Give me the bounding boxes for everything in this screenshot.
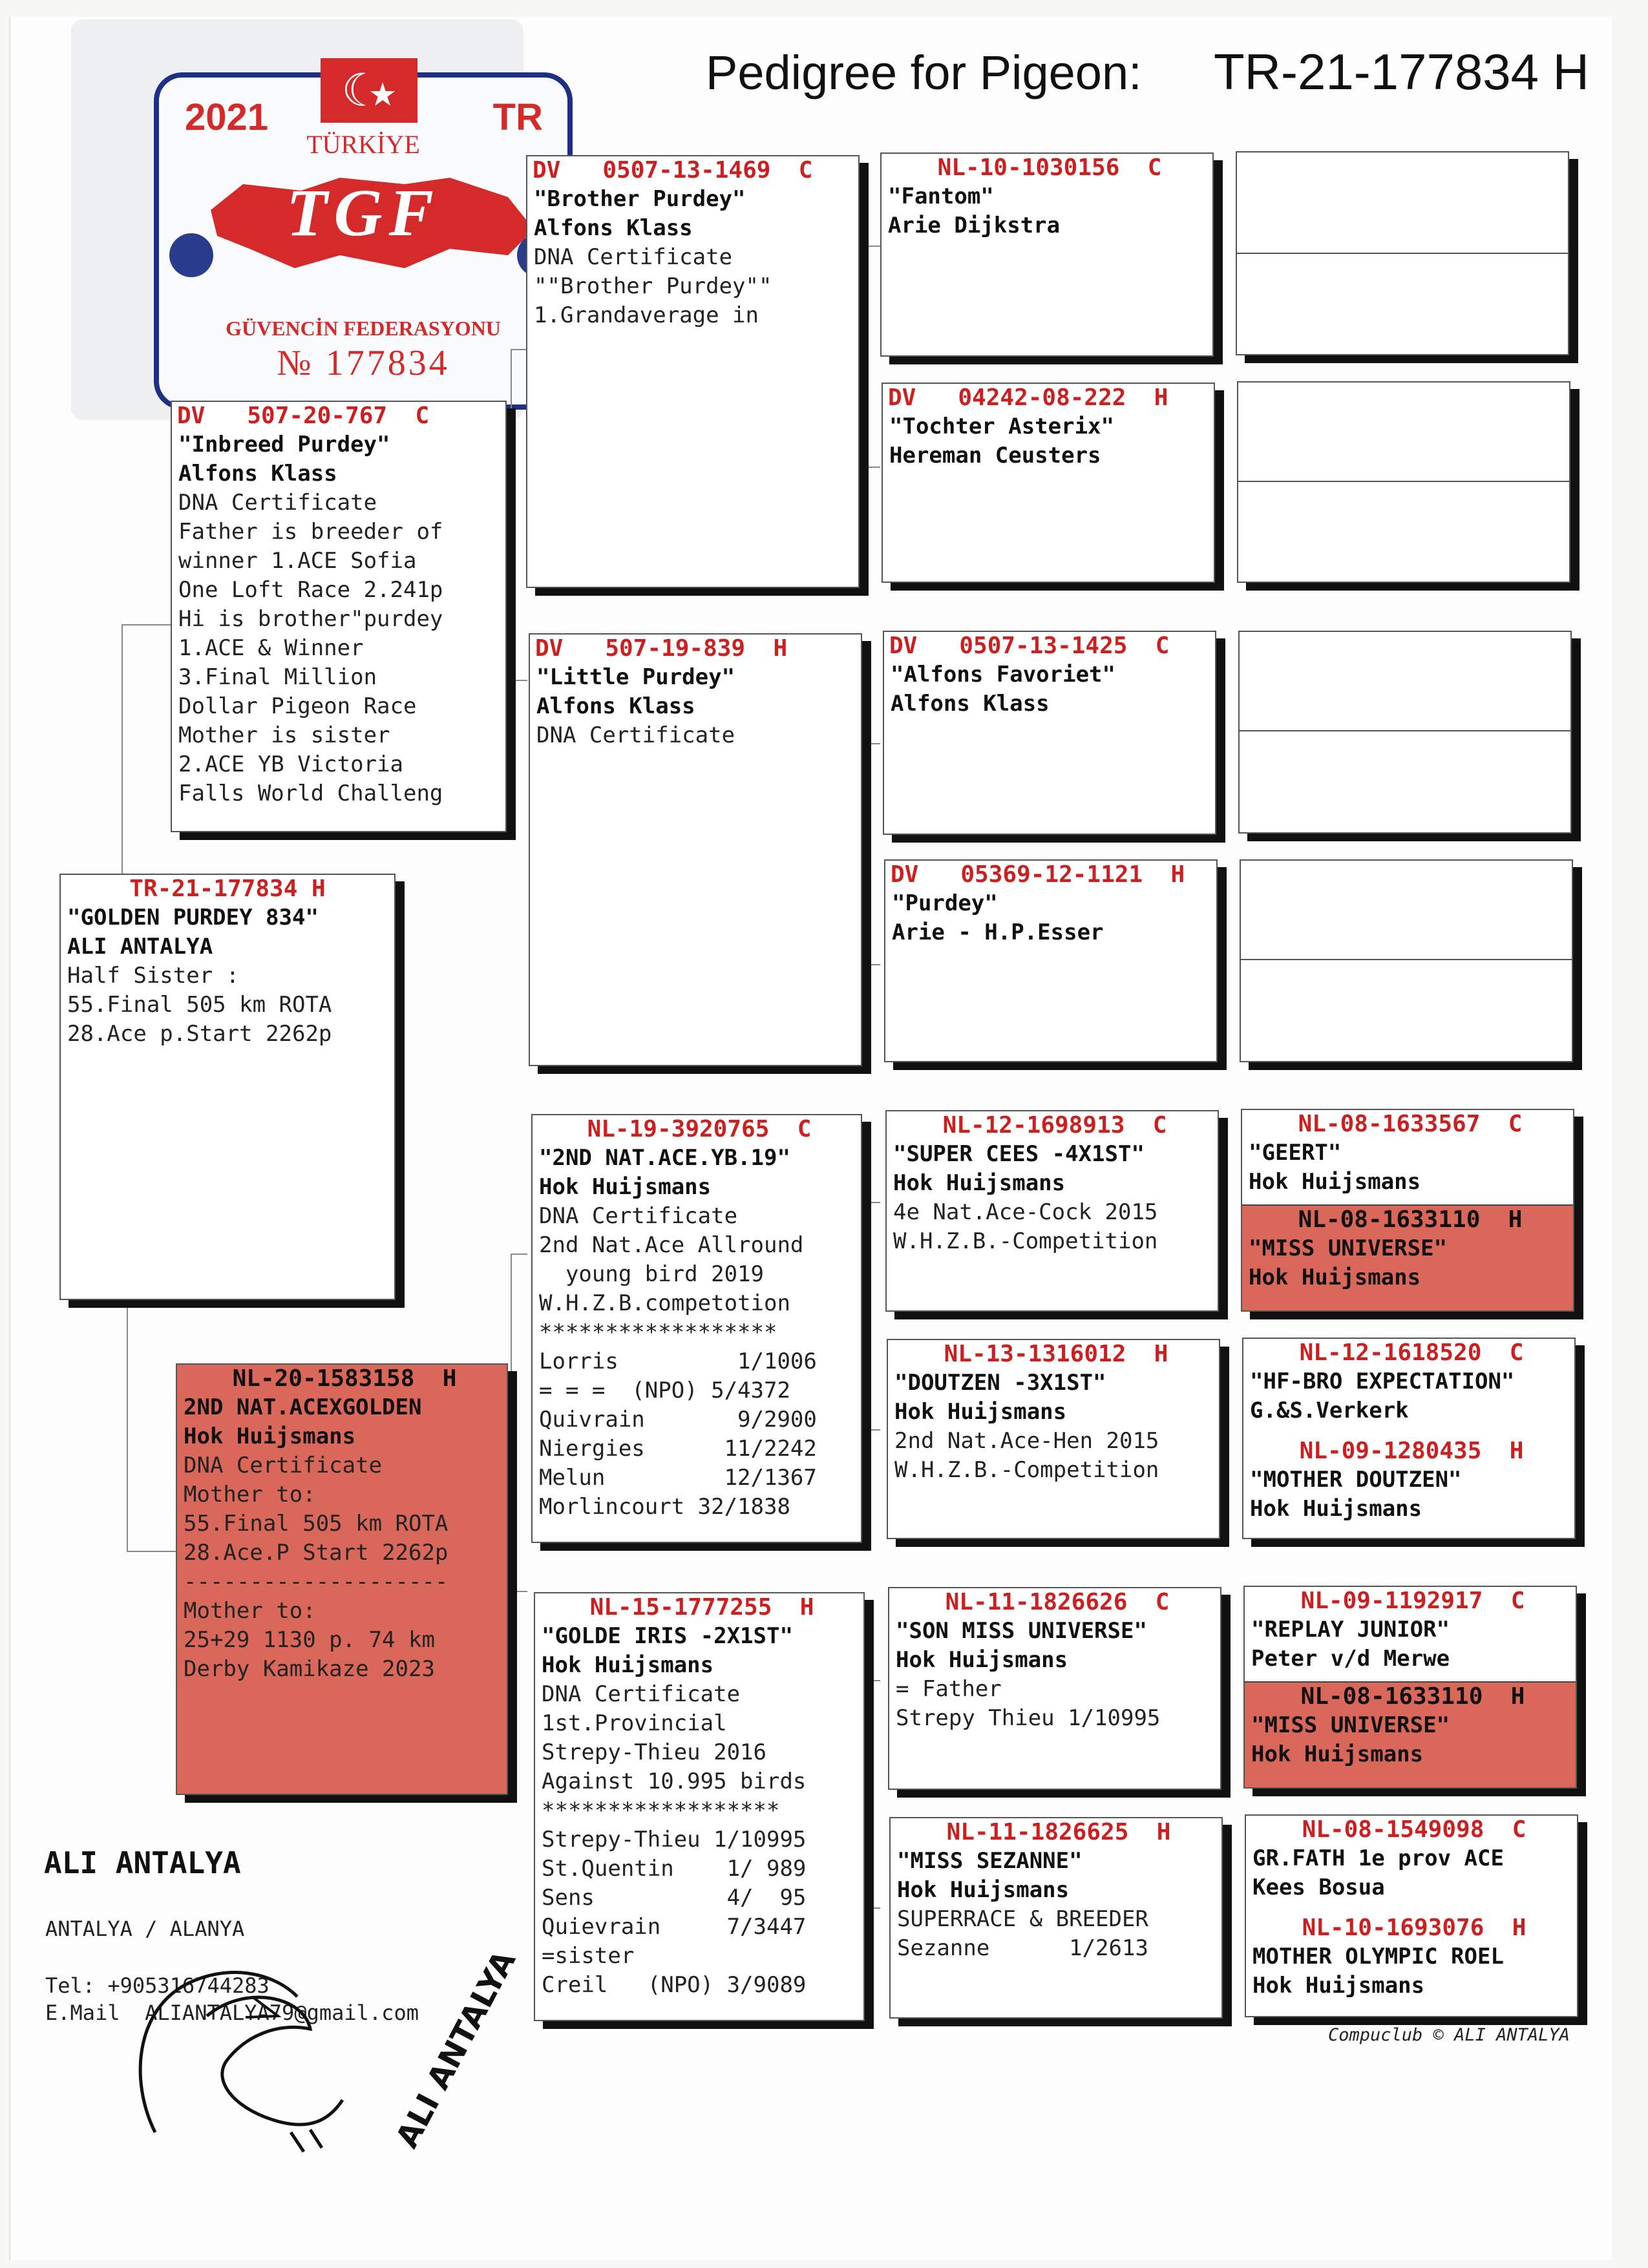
pigeon-breeder: Hok Huijsmans (539, 1174, 712, 1200)
grandparent-card (531, 1114, 862, 1543)
pigeon-id: NL-13-1316012 H (944, 1341, 1168, 1367)
pigeon-id: NL-08-1549098 C (1302, 1816, 1527, 1843)
pigeon-note: Creil (NPO) 3/9089 (542, 1972, 807, 1998)
pigeon-breeder: Hok Huijsmans (894, 1399, 1067, 1425)
great-grandparent-card (889, 1817, 1223, 2019)
pigeon-name: "Brother Purdey" (534, 186, 746, 212)
pigeon-id: DV 04242-08-222 H (888, 384, 1168, 411)
pigeon-name: "HF-BRO EXPECTATION" (1250, 1369, 1515, 1394)
pair-divider (1240, 730, 1570, 731)
dam-card (176, 1363, 508, 1795)
pigeon-name: "Purdey" (892, 890, 998, 916)
pigeon-note: DNA Certificate (542, 1681, 741, 1707)
sire-card (171, 401, 507, 832)
pigeon-name: "MISS UNIVERSE" (1249, 1235, 1448, 1261)
pigeon-id: NL-11-1826626 C (945, 1589, 1170, 1615)
pigeon-breeder: Hok Huijsmans (1252, 1973, 1425, 1999)
pigeon-note: Against 10.995 birds (542, 1769, 807, 1794)
great-grandparent-card (885, 1110, 1219, 1312)
page-title-pigeon-id: TR-21-177834 H (1214, 43, 1589, 100)
pigeon-note: Sezanne 1/2613 (897, 1935, 1148, 1961)
pigeon-note: Strepy Thieu 1/10995 (896, 1705, 1161, 1731)
connector-line (511, 1254, 527, 1592)
pigeon-id: NL-09-1280435 H (1299, 1438, 1524, 1464)
pigeon-name: "GOLDE IRIS -2X1ST" (542, 1623, 793, 1649)
logo-ring-number: № 177834 (277, 343, 450, 383)
pigeon-name: GR.FATH 1e prov ACE (1252, 1845, 1504, 1871)
pigeon-id: NL-19-3920765 C (587, 1116, 812, 1142)
pigeon-note: Mother is sister (178, 722, 390, 748)
connector-line (863, 743, 880, 965)
pigeon-note: 4e Nat.Ace-Cock 2015 (893, 1199, 1158, 1225)
pigeon-id: DV 507-20-767 C (177, 403, 430, 429)
pigeon-id: NL-08-1633110 H (1300, 1683, 1525, 1710)
connector-line (863, 246, 880, 468)
pigeon-name: "MISS SEZANNE" (897, 1848, 1083, 1874)
pair-divider (1241, 959, 1572, 960)
gen5-pair-card (1241, 1109, 1574, 1312)
pigeon-note: One Loft Race 2.241p (178, 577, 443, 603)
pigeon-id: NL-09-1192917 C (1300, 1588, 1525, 1614)
page-title: Pedigree for Pigeon: (706, 46, 1142, 100)
pigeon-breeder: ALI ANTALYA (67, 934, 213, 960)
pigeon-note: W.H.Z.B.-Competition (894, 1457, 1159, 1483)
pigeon-name: "SON MISS UNIVERSE" (896, 1618, 1147, 1644)
gen5-pair-card (1243, 1586, 1577, 1789)
pigeon-note: 1st.Provincial (542, 1710, 727, 1736)
connector-line (511, 349, 527, 681)
pigeon-id: NL-10-1693076 H (1302, 1915, 1527, 1941)
pigeon-note: young bird 2019 (539, 1261, 764, 1287)
pigeon-note: 28.Ace.P Start 2262p (184, 1540, 449, 1566)
pigeon-name: "MOTHER DOUTZEN" (1250, 1467, 1462, 1493)
pair-bottom-half (1246, 1914, 1577, 2000)
pigeon-note: ****************** (539, 1319, 777, 1345)
pair-divider (1237, 253, 1568, 254)
logo-org-name: GÜVENCİN FEDERASYONU (226, 317, 501, 340)
pigeon-id: NL-20-1583158 H (232, 1365, 457, 1392)
pigeon-id: NL-10-1030156 C (937, 154, 1162, 181)
pigeon-note: 55.Final 505 km ROTA (184, 1511, 449, 1537)
pigeon-note: 1.ACE & Winner (178, 635, 364, 661)
highlighted-half (1242, 1204, 1573, 1310)
pigeon-name: "DOUTZEN -3X1ST" (894, 1370, 1106, 1396)
pigeon-note: Morlincourt 32/1838 (539, 1494, 790, 1520)
pigeon-breeder: Hok Huijsmans (1249, 1265, 1421, 1290)
pigeon-breeder: Kees Bosua (1252, 1874, 1385, 1900)
pigeon-id: NL-15-1777255 H (589, 1594, 814, 1621)
pigeon-id: TR-21-177834 H (129, 876, 326, 902)
pigeon-note: 2nd Nat.Ace Allround (539, 1232, 804, 1258)
gen5-pair-card (1237, 381, 1570, 583)
pigeon-name: "2ND NAT.ACE.YB.19" (539, 1145, 790, 1171)
pigeon-name: "SUPER CEES -4X1ST" (893, 1141, 1145, 1167)
connector-line (863, 1680, 880, 1909)
pigeon-note: Half Sister : (67, 963, 240, 989)
pigeon-breeder: Hok Huijsmans (1251, 1741, 1424, 1767)
subject-pigeon-card (59, 874, 396, 1300)
pigeon-note: DNA Certificate (184, 1453, 383, 1478)
pigeon-id: DV 0507-13-1425 C (889, 633, 1170, 659)
great-grandparent-card (887, 1339, 1220, 1539)
pigeon-breeder: Hereman Ceusters (889, 443, 1101, 468)
pigeon-note: 2.ACE YB Victoria (178, 751, 403, 777)
owner-location: ANTALYA / ALANYA (45, 1916, 245, 1941)
pigeon-note: Melun 12/1367 (539, 1465, 817, 1491)
great-grandparent-card (888, 1587, 1221, 1790)
logo-country-code: TR (492, 96, 543, 138)
stamp-text: ALI ANTALYA (388, 1945, 523, 2154)
pigeon-note: Sens 4/ 95 (542, 1885, 807, 1911)
pigeon-name: "GOLDEN PURDEY 834" (67, 905, 319, 930)
pigeon-note: DNA Certificate (534, 244, 733, 270)
federation-logo-card (71, 19, 543, 420)
pigeon-note: Falls World Challeng (178, 781, 443, 806)
pigeon-id: DV 05369-12-1121 H (891, 861, 1185, 888)
pigeon-note: Niergies 11/2242 (539, 1436, 817, 1462)
logo-org-abbr: TGF (286, 176, 440, 250)
pigeon-note: 2nd Nat.Ace-Hen 2015 (894, 1428, 1159, 1454)
pigeon-note: Lorris 1/1006 (539, 1349, 817, 1374)
great-grandparent-card (880, 152, 1214, 357)
pigeon-note: 3.Final Million (178, 664, 377, 690)
pigeon-note: winner 1.ACE Sofia (178, 548, 417, 574)
pigeon-note: Hi is brother"purdey (178, 606, 443, 632)
pigeon-breeder: G.&S.Verkerk (1250, 1398, 1409, 1423)
gen5-pair-card (1238, 631, 1572, 834)
pigeon-name: "Alfons Favoriet" (891, 662, 1115, 688)
pigeon-id: DV 507-19-839 H (535, 635, 788, 662)
pigeon-breeder: Alfons Klass (178, 461, 337, 487)
pigeon-note: Mother to: (184, 1482, 316, 1507)
pigeon-id: NL-11-1826625 H (946, 1819, 1171, 1845)
pigeon-note: St.Quentin 1/ 989 (542, 1856, 807, 1882)
pigeon-note: ""Brother Purdey"" (534, 273, 772, 299)
pigeon-breeder: Hok Huijsmans (896, 1647, 1068, 1673)
pigeon-name: 2ND NAT.ACEXGOLDEN (184, 1394, 422, 1420)
pigeon-note: 55.Final 505 km ROTA (67, 992, 332, 1018)
pigeon-note: 25+29 1130 p. 74 km (184, 1627, 435, 1653)
gen5-pair-card (1240, 859, 1573, 1062)
logo-country: TÜRKİYE (306, 130, 420, 159)
pigeon-id: NL-12-1698913 C (942, 1112, 1167, 1139)
pigeon-note: W.H.Z.B.competotion (539, 1290, 790, 1316)
pigeon-name: "Little Purdey" (536, 664, 735, 690)
pigeon-breeder: Hok Huijsmans (1250, 1496, 1422, 1522)
pigeon-note: DNA Certificate (536, 722, 735, 748)
pigeon-note: -------------------- (184, 1569, 449, 1595)
pigeon-note: SUPERRACE & BREEDER (897, 1906, 1148, 1932)
pigeon-name: "REPLAY JUNIOR" (1251, 1617, 1450, 1643)
pigeon-breeder: Hok Huijsmans (893, 1170, 1066, 1196)
federation-stamp (154, 64, 573, 410)
owner-email: E.Mail ALIANTALYA79@gmail.com (45, 2000, 419, 2025)
connector-line (121, 624, 174, 877)
pigeon-note: Dollar Pigeon Race (178, 693, 417, 719)
pigeon-note: Strepy-Thieu 2016 (542, 1739, 766, 1765)
pigeon-id: NL-08-1633110 H (1298, 1206, 1523, 1233)
pigeon-breeder: Arie - H.P.Esser (892, 919, 1104, 945)
gen5-pair-card (1236, 151, 1569, 355)
gen5-pair-card (1242, 1338, 1576, 1539)
gen5-pair-card (1245, 1814, 1578, 2017)
pigeon-note: = Father (896, 1676, 1002, 1702)
pigeon-note: DNA Certificate (178, 490, 377, 516)
pigeon-note: W.H.Z.B.-Competition (893, 1228, 1158, 1254)
pigeon-note: 28.Ace p.Start 2262p (67, 1021, 332, 1047)
highlighted-half (1245, 1681, 1576, 1787)
pigeon-name: "Fantom" (888, 184, 994, 209)
pigeon-note: Quievrain 7/3447 (542, 1914, 807, 1940)
pigeon-breeder: Hok Huijsmans (184, 1423, 356, 1449)
great-grandparent-card (883, 631, 1216, 835)
pigeon-name: MOTHER OLYMPIC ROEL (1252, 1944, 1504, 1969)
pigeon-breeder: Arie Dijkstra (888, 213, 1061, 238)
pigeon-breeder: Hok Huijsmans (897, 1877, 1070, 1903)
pigeon-note: Derby Kamikaze 2023 (184, 1656, 435, 1682)
owner-name: ALI ANTALYA (44, 1845, 241, 1880)
great-grandparent-card (884, 859, 1218, 1062)
pigeon-id: NL-08-1633567 C (1298, 1111, 1523, 1137)
pigeon-note: 1.Grandaverage in (534, 302, 759, 328)
pigeon-breeder: Peter v/d Merwe (1251, 1646, 1450, 1672)
pigeon-note: ****************** (542, 1798, 780, 1823)
pigeon-name: "MISS UNIVERSE" (1251, 1712, 1450, 1738)
pigeon-breeder: Hok Huijsmans (542, 1652, 714, 1678)
pigeon-name: "GEERT" (1249, 1140, 1342, 1166)
copyright: Compuclub © ALI ANTALYA (1328, 2025, 1570, 2045)
great-grandparent-card (882, 383, 1215, 583)
connector-line (863, 1202, 880, 1431)
flag-icon: ☾★ (321, 58, 417, 123)
pigeon-note: DNA Certificate (539, 1203, 738, 1229)
pigeon-note: Mother to: (184, 1598, 316, 1624)
dove-stamp-icon (116, 1938, 523, 2171)
logo-year: 2021 (185, 96, 269, 138)
grandparent-card (534, 1592, 865, 2021)
pair-divider (1238, 481, 1569, 482)
pigeon-id: DV 0507-13-1469 C (533, 157, 813, 184)
pigeon-note: = = = (NPO) 5/4372 (539, 1378, 790, 1403)
pigeon-note: =sister (542, 1943, 635, 1969)
pigeon-breeder: Hok Huijsmans (1249, 1169, 1421, 1195)
connector-line (127, 1299, 180, 1552)
pigeon-note: Father is breeder of (178, 519, 443, 545)
pigeon-note: Quivrain 9/2900 (539, 1407, 817, 1433)
pigeon-name: "Tochter Asterix" (889, 414, 1114, 439)
pigeon-id: NL-12-1618520 C (1299, 1339, 1524, 1366)
pigeon-note: Strepy-Thieu 1/10995 (542, 1827, 807, 1853)
pair-bottom-half (1243, 1437, 1574, 1524)
pigeon-breeder: Alfons Klass (534, 215, 693, 241)
grandparent-card (529, 633, 862, 1066)
pigeon-breeder: Alfons Klass (891, 691, 1050, 717)
owner-phone: Tel: +905316744283 (45, 1973, 269, 1998)
pigeon-name: "Inbreed Purdey" (178, 432, 390, 457)
pigeon-breeder: Alfons Klass (536, 693, 695, 719)
grandparent-card (526, 155, 860, 588)
